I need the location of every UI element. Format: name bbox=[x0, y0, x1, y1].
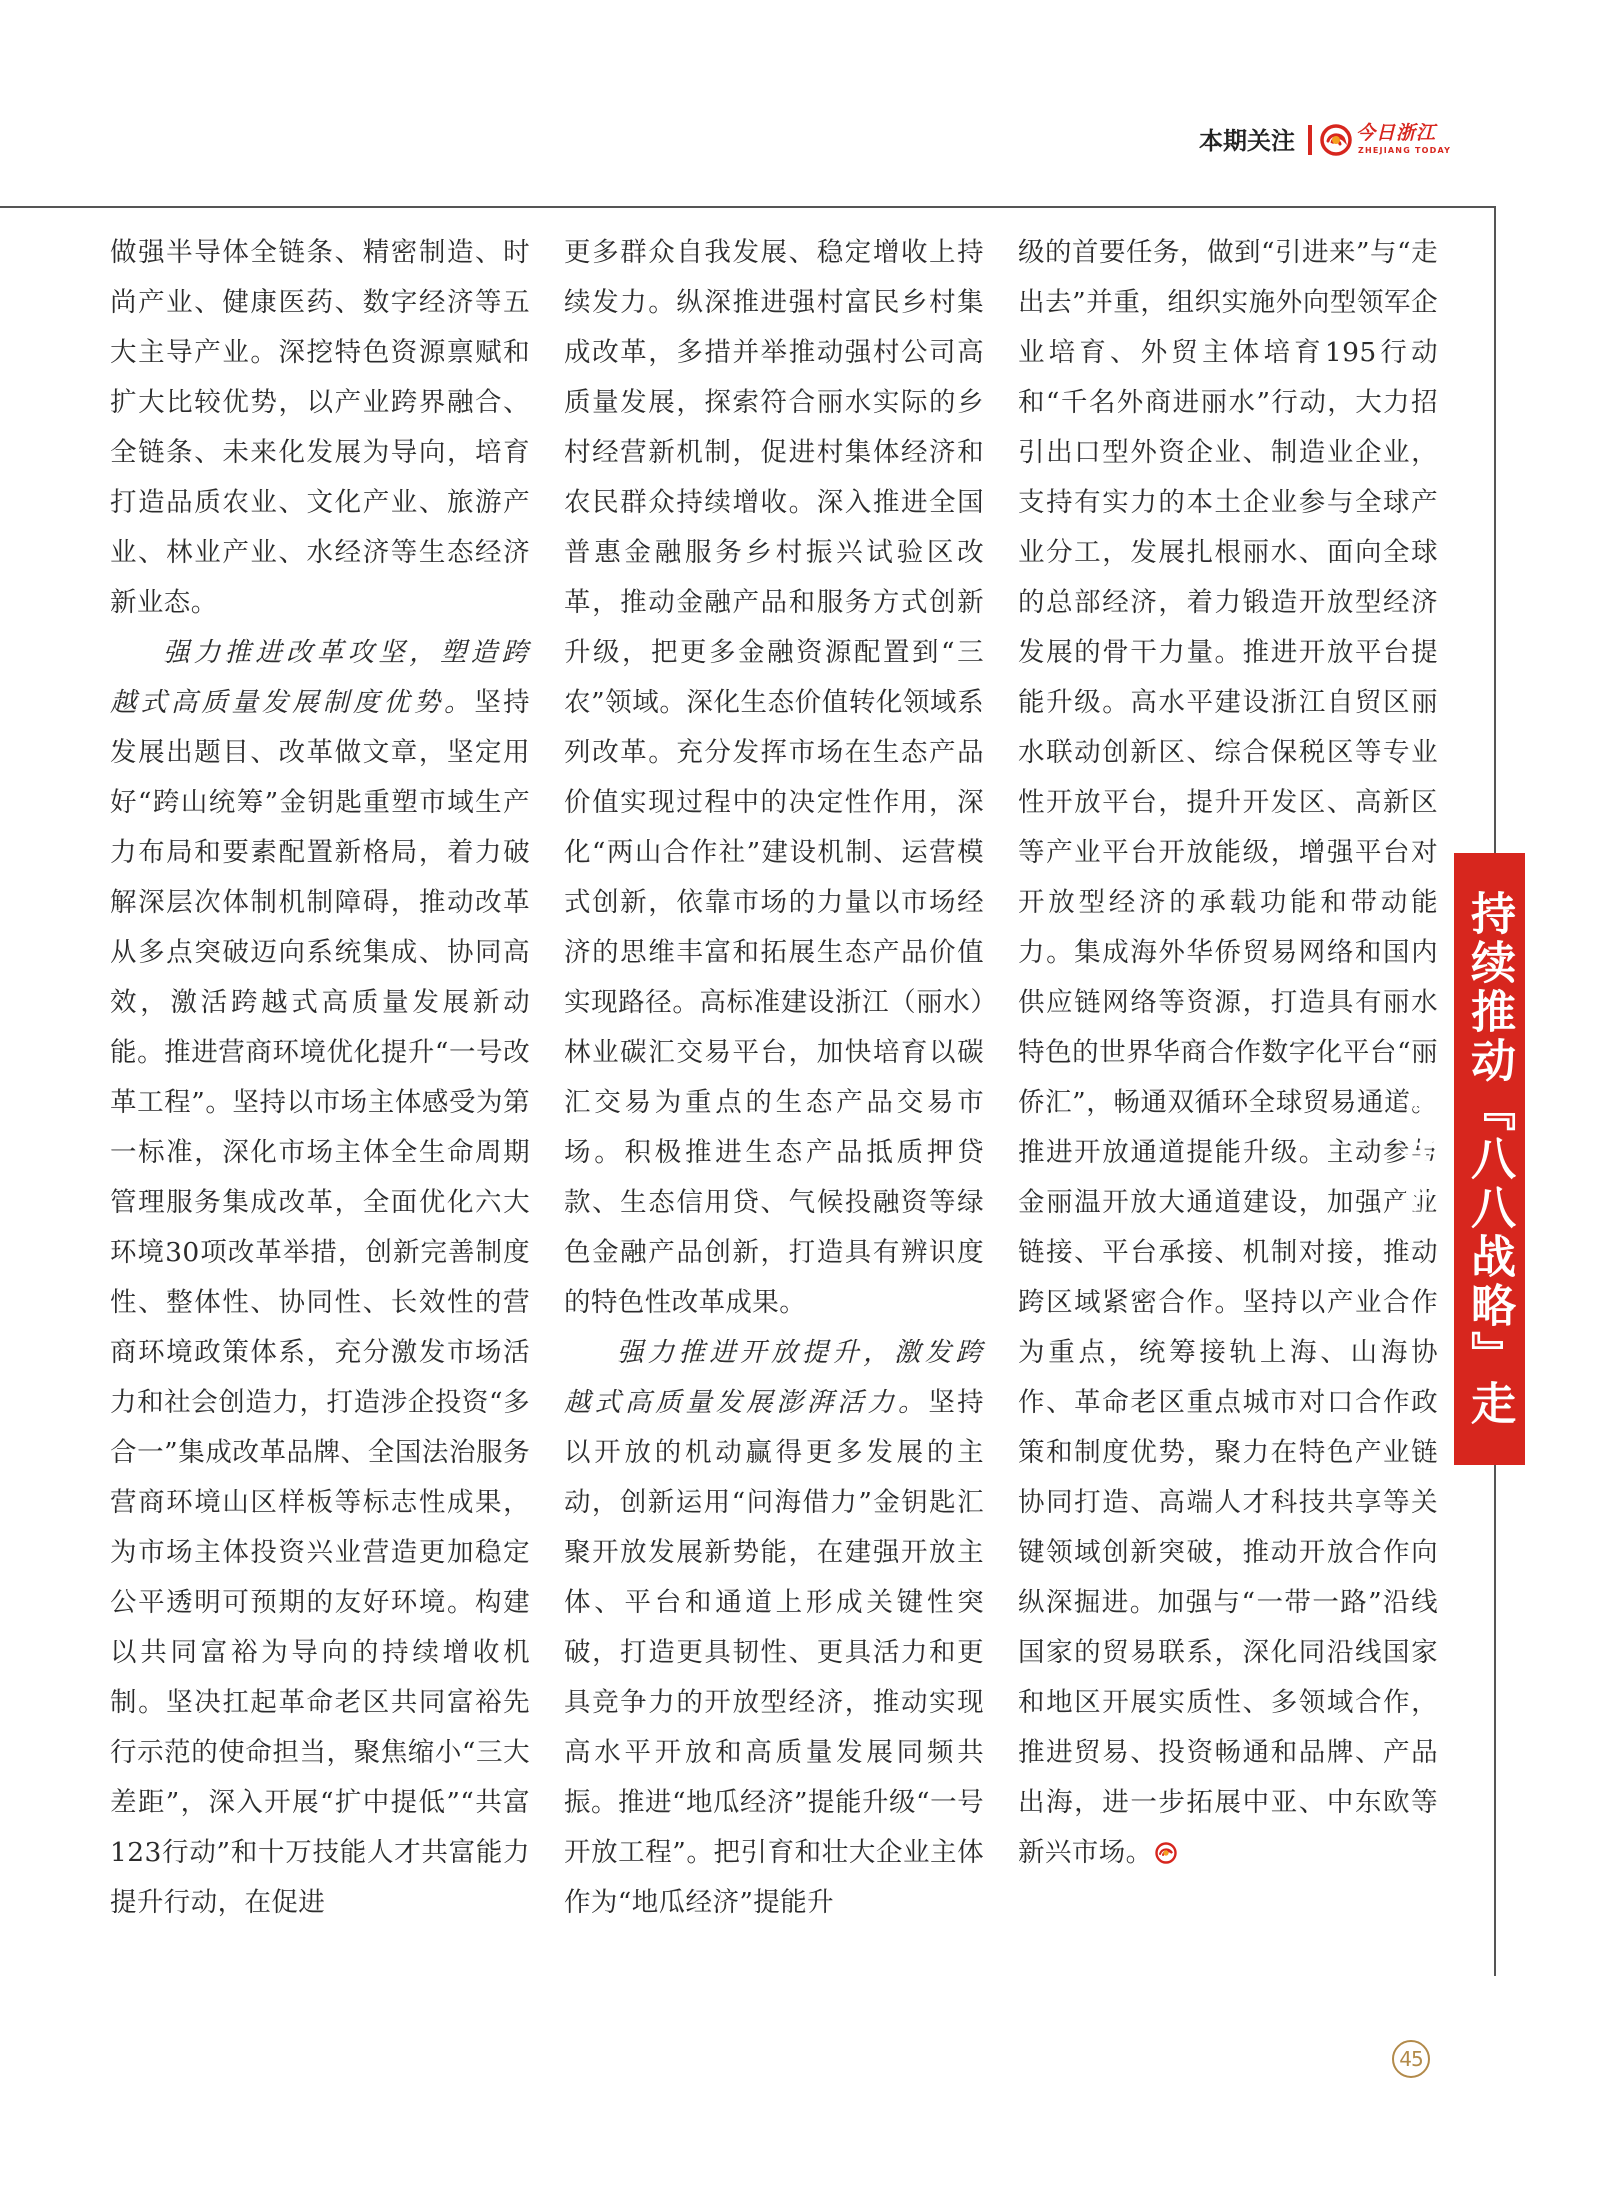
logo-subtitle: ZHEJIANG TODAY bbox=[1358, 146, 1452, 155]
paragraph-lead: 强力推进改革攻坚，塑造跨越式高质量发展制度优势。 bbox=[110, 637, 530, 718]
paragraph: 做强半导体全链条、精密制造、时尚产业、健康医药、数字经济等五大主导产业。深挖特色资源禀赋和扩大比较优势，以产业跨界融合、全链条、未来化发展为导向，培育打造品质农业、文化产业、旅游产业、林业产业、水经济等生态经济新业态。 bbox=[110, 237, 530, 618]
page-header bbox=[0, 0, 1600, 205]
paragraph bbox=[564, 1328, 984, 1928]
zhejiang-today-swirl-icon bbox=[1320, 124, 1352, 156]
article-column-1 bbox=[110, 228, 530, 1928]
magazine-logo bbox=[1320, 120, 1452, 160]
paragraph bbox=[1018, 228, 1438, 1878]
paragraph: 更多群众自我发展、稳定增收上持续发力。纵深推进强村富民乡村集成改革，多措并举推动强村公司高质量发展，探索符合丽水实际的乡村经营新机制，促进村集体经济和农民群众持续增收。深入推进全国普惠金融服务乡村振兴试验区改革，推动金融产品和服务方式创新升级，把更多金融资源配置到“三农”领域。深化生态价值转化领域系列改革。充分发挥市场在生态产品价值实现过程中的决定性作用，深化“两山合作社”建设机制、运营模式创新，依靠市场的力量以市场经济的思维丰富和拓展生态产品价值实现路径。高标准建设浙江（丽水）林业碳汇交易平台，加快培育以碳汇交易为重点的生态产品交易市场。积极推进生态产品抵质押贷款、生态信用贷、气候投融资等绿色金融产品创新，打造具有辨识度的特色性改革成果。 bbox=[564, 237, 984, 1318]
side-title-banner bbox=[1392, 853, 1525, 1465]
paragraph bbox=[110, 628, 530, 1928]
paragraph-body: 坚持发展出题目、改革做文章，坚定用好“跨山统筹”金钥匙重塑市域生产力布局和要素配置新格局，着力破解深层次体制机制障碍，推动改革从多点突破迈向系统集成、协同高效，激活跨越式高质量发展新动能。推进营商环境优化提升“一号改革工程”。坚持以市场主体感受为第一标准，深化市场主体全生命周期管理服务集成改革，全面优化六大环境30项改革举措，创新完善制度性、整体性、协同性、长效性的营商环境政策体系，充分激发市场活力和社会创造力，打造涉企投资“多合一”集成改革品牌、全国法治服务营商环境山区样板等标志性成果，为市场主体投资兴业营造更加稳定公平透明可预期的友好环境。构建以共同富裕为导向的持续增收机制。坚决扛起革命老区共同富裕先行示范的使命担当，聚焦缩小“三大差距”，深入开展“扩中提低”“共富123行动”和十万技能人才共富能力提升行动，在促进 bbox=[110, 687, 530, 1918]
article-end-swirl-icon bbox=[1155, 1842, 1177, 1864]
paragraph-body: 级的首要任务，做到“引进来”与“走出去”并重，组织实施外向型领军企业培育、外贸主体培育195行动和“千名外商进丽水”行动，大力招引出口型外资企业、制造业企业，支持有实力的本土企业参与全球产业分工，发展扎根丽水、面向全球的总部经济，着力锻造开放型经济发展的骨干力量。推进开放平台提能升级。高水平建设浙江自贸区丽水联动创新区、综合保税区等专业性开放平台，提升开发区、高新区等产业平台开放能级，增强平台对开放型经济的承载功能和带动能力。集成海外华侨贸易网络和国内供应链网络等资源，打造具有丽水特色的世界华商合作数字化平台“丽侨汇”，畅通双循环全球贸易通道。推进开放通道提能升级。主动参与金丽温开放大通道建设，加强产业链接、平台承接、机制对接，推动跨区域紧密合作。坚持以产业合作为重点，统筹接轨上海、山海协作、革命老区重点城市对口合作政策和制度优势，聚力在特色产业链协同打造、高端人才科技共享等关键领域创新突破，推动开放合作向纵深掘进。加强与“一带一路”沿线国家的贸易联系，深化同沿线国家和地区开展实质性、多领域合作，推进贸易、投资畅通和品牌、产品出海，进一步拓展中亚、中东欧等新兴市场。 bbox=[1018, 237, 1438, 1868]
paragraph-body: 坚持以开放的机动赢得更多发展的主动，创新运用“问海借力”金钥匙汇聚开放发展新势能，在建强开放主体、平台和通道上形成关键性突破，打造更具韧性、更具活力和更具竞争力的开放型经济，推动实现高水平开放和高质量发展同频共振。推进“地瓜经济”提能升级“一号开放工程”。把引育和壮大企业主体作为“地瓜经济”提能升 bbox=[564, 1387, 984, 1918]
paragraph-lead: 强力推进开放提升，激发跨越式高质量发展澎湃活力。 bbox=[564, 1337, 984, 1418]
article-column-3 bbox=[1018, 228, 1438, 1878]
logo-title: 今日浙江 bbox=[1356, 122, 1437, 144]
header-rule bbox=[0, 206, 1496, 208]
section-label: 本期关注 bbox=[1199, 127, 1295, 155]
article-column-2 bbox=[564, 228, 984, 1928]
page-number: 45 bbox=[1392, 2040, 1430, 2078]
header-divider bbox=[1308, 125, 1312, 155]
side-title-text: 持续推动『八八战略』走深走实 bbox=[1392, 889, 1516, 1429]
